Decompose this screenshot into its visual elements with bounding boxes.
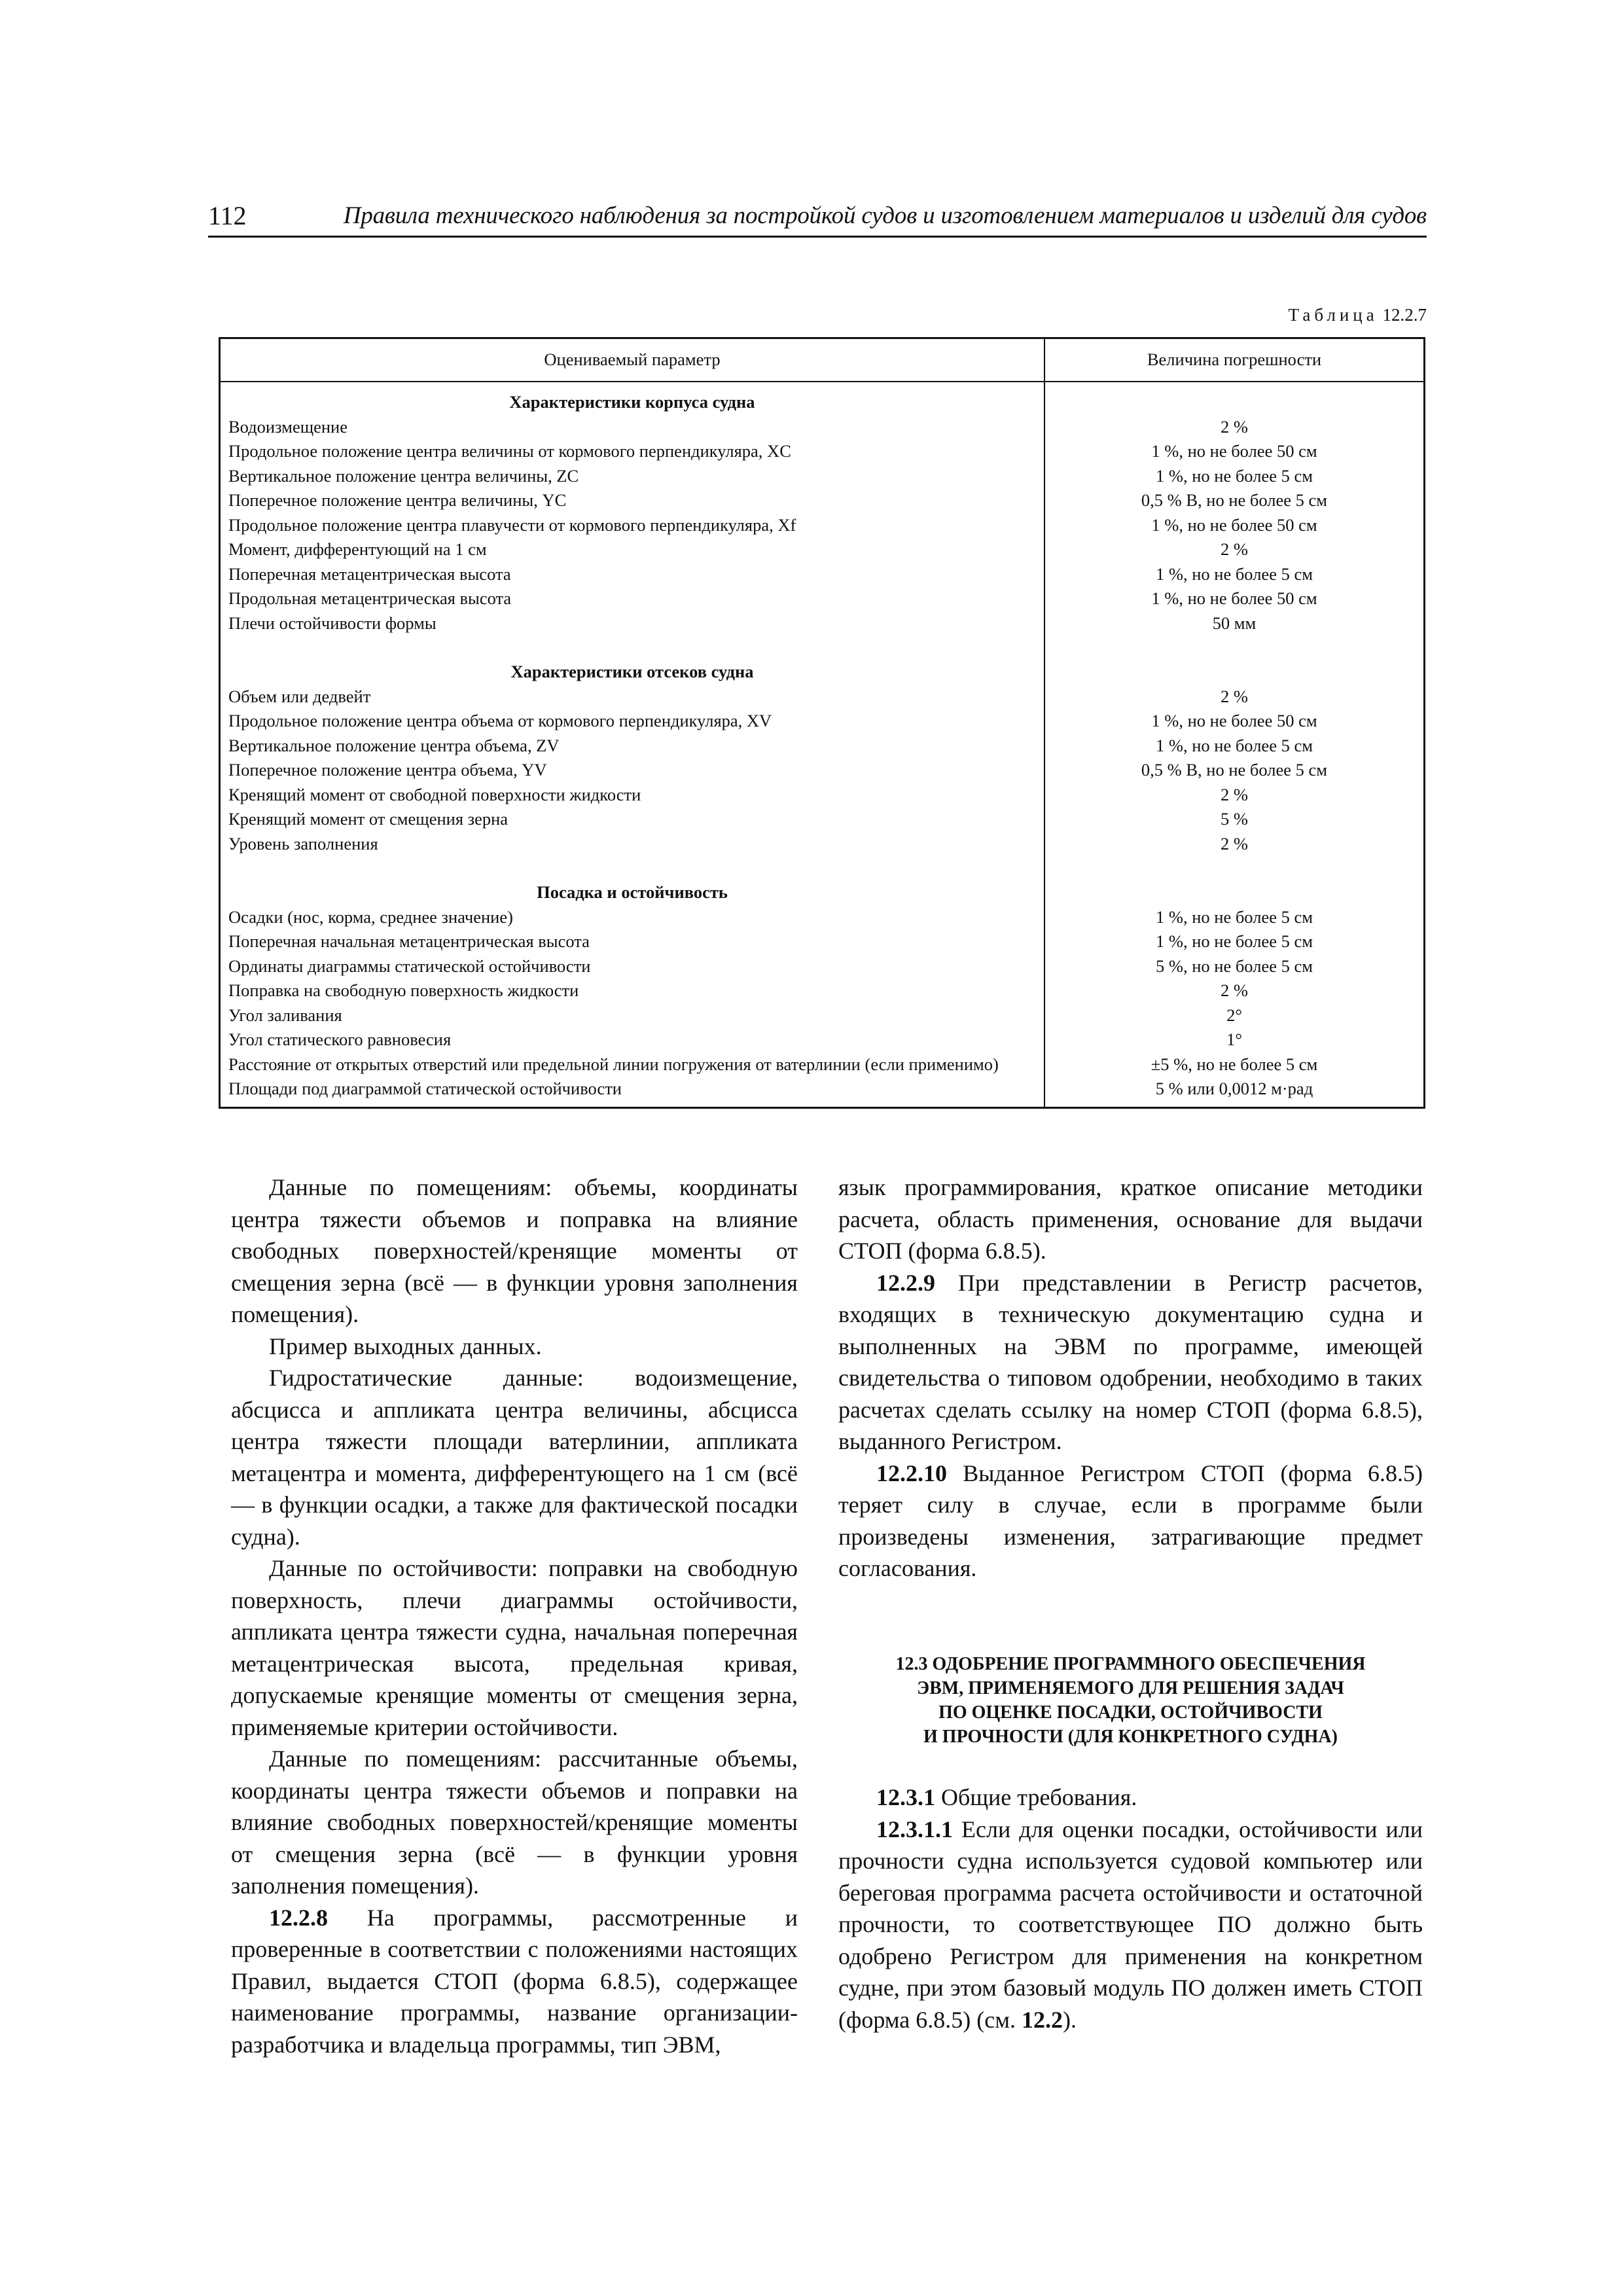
clause-number: 12.2.10 [876, 1460, 947, 1486]
table-caption-word: Таблица [1288, 305, 1378, 325]
table-row: Поперечная метацентрическая высота 1 %, но не более 5 см [220, 562, 1425, 587]
page-number: 112 [208, 201, 247, 230]
paragraph-12-2-8: 12.2.8 На программы, рассмотренные и проверенные в соответствии с положениями настоящих Правил, выдается СТОП (форма 6.8.5), содержащее наименование программы, название организации-разработчика и владельца программы, тип ЭВМ, [231, 1904, 798, 2058]
paragraph: Данные по помещениям: объемы, координаты центра тяжести объемов и поправка на влияние свободных поверхностей/кренящие моменты от смещения зерна (всё — в функции уровня заполнения помещения). [231, 1174, 798, 1327]
paragraph: Пример выходных данных. [269, 1333, 542, 1359]
table-row: Продольное положение центра объема от кормового перпендикуляра, XV 1 %, но не более 50 см [220, 709, 1425, 734]
clause-number: 12.3.1 [876, 1784, 935, 1810]
table-row: Ординаты диаграммы статической остойчивости 5 %, но не более 5 см [220, 954, 1425, 979]
table-row: Угол заливания 2° [220, 1003, 1425, 1028]
table-row: Поперечное положение центра величины, YC 0,5 % B, но не более 5 см [220, 488, 1425, 513]
table-row: Плечи остойчивости формы 50 мм [220, 611, 1425, 636]
paragraph: Данные по остойчивости: поправки на свободную поверхность, плечи диаграммы остойчивости, аппликата центра тяжести судна, начальная поперечная метацентрическая высота, предельная кривая, допускаемые кренящие моменты от смещения зерна, применяемые критерии остойчивости. [231, 1555, 798, 1740]
section-heading-12-3: 12.3 ОДОБРЕНИЕ ПРОГРАММНОГО ОБЕСПЕЧЕНИЯ ЭВМ, ПРИМЕНЯЕМОГО ДЛЯ РЕШЕНИЯ ЗАДАЧ ПО ОЦЕНКЕ ПОСАДКИ, ОСТОЙЧИВОСТИ И ПРОЧНОСТИ (ДЛЯ КОНКРЕТНОГО СУДНА) [895, 1654, 1366, 1747]
table-row: Продольное положение центра величины от кормового перпендикуляра, XC 1 %, но не более 50 см [220, 439, 1425, 464]
accuracy-table [219, 337, 1425, 1109]
column-header-error: Величина погрешности [1044, 338, 1425, 382]
paragraph-12-3-1: 12.3.1 Общие требования. [876, 1784, 1137, 1810]
table-row: Продольная метацентрическая высота 1 %, но не более 50 см [220, 586, 1425, 611]
paragraph: Данные по помещениям: рассчитанные объемы, координаты центра тяжести объемов и поправки на влияние свободных поверхностей/кренящие моменты от смещения зерна (всё — в функции уровня заполнения помещения). [231, 1746, 798, 1899]
table-section-title: Характеристики корпуса судна [220, 390, 1425, 415]
table-row: Расстояние от открытых отверстий или предельной линии погружения от ватерлинии (если применимо) ±5 %, но не более 5 см [220, 1052, 1425, 1077]
table-row: Продольное положение центра плавучести от кормового перпендикуляра, Xf 1 %, но не более 50 см [220, 513, 1425, 538]
table-row: Вертикальное положение центра величины, ZC 1 %, но не более 5 см [220, 464, 1425, 489]
table-row: Момент, дифферентующий на 1 см 2 % [220, 537, 1425, 562]
table-row: Угол статического равновесия 1° [220, 1028, 1425, 1052]
table-row: Объем или дедвейт 2 % [220, 685, 1425, 709]
table-row: Осадки (нос, корма, среднее значение) 1 %, но не более 5 см [220, 905, 1425, 930]
paragraph-12-3-1-1: 12.3.1.1 Если для оценки посадки, остойчивости или прочности судна используется судовой компьютер или береговая программа расчета остойчивости и остаточной прочности, то соответствующее ПО должно быть одобрено Регистром для применения на конкретном судне, при этом базовый модуль ПО должен иметь СТОП (форма 6.8.5) (см. 12.2). [838, 1816, 1423, 2033]
paragraph: язык программирования, краткое описание методики расчета, область применения, основание для выдачи СТОП (форма 6.8.5). [838, 1174, 1423, 1264]
table-row: Поперечное положение центра объема, YV 0,5 % B, но не более 5 см [220, 758, 1425, 783]
page-header [208, 196, 1427, 238]
table-row: Кренящий момент от смещения зерна 5 % [220, 807, 1425, 832]
paragraph-12-2-9: 12.2.9 При представлении в Регистр расчетов, входящих в техническую документацию судна и выполненных на ЭВМ по программе, имеющей свидетельства о типовом одобрении, необходимо в таких расчетах сделать ссылку на номер СТОП (форма 6.8.5), выданного Регистром. [838, 1269, 1423, 1454]
table-row: Вертикальное положение центра объема, ZV 1 %, но не более 5 см [220, 734, 1425, 759]
right-text-column-lower [838, 1782, 1423, 2036]
running-title: Правила технического наблюдения за постройкой судов и изготовлением материалов и изделий для судов [343, 202, 1427, 229]
table-row: Водоизмещение 2 % [220, 415, 1425, 440]
cross-reference: 12.2 [1022, 2006, 1063, 2033]
table-caption [1099, 305, 1427, 325]
table-section-title: Посадка и остойчивость [220, 880, 1425, 905]
column-header-parameter: Оцениваемый параметр [220, 338, 1045, 382]
right-text-column [838, 1172, 1423, 1585]
table-row: Поправка на свободную поверхность жидкости 2 % [220, 978, 1425, 1003]
table-caption-number: 12.2.7 [1382, 305, 1427, 325]
table-row: Уровень заполнения 2 % [220, 832, 1425, 857]
clause-number: 12.3.1.1 [876, 1816, 953, 1842]
table-section-title: Характеристики отсеков судна [220, 660, 1425, 685]
table-header-row [220, 338, 1425, 382]
paragraph: Гидростатические данные: водоизмещение, абсцисса и аппликата центра величины, абсцисса центра тяжести площади ватерлинии, аппликата метацентра и момента, дифферентующего на 1 см (всё — в функции осадки, а также для фактической посадки судна). [231, 1365, 798, 1550]
paragraph-12-2-10: 12.2.10 Выданное Регистром СТОП (форма 6.8.5) теряет силу в случае, если в программе были произведены изменения, затрагивающие предмет согласования. [838, 1460, 1423, 1581]
table-row: Площади под диаграммой статической остойчивости 5 % или 0,0012 м·рад [220, 1077, 1425, 1107]
table-row: Кренящий момент от свободной поверхности жидкости 2 % [220, 783, 1425, 808]
clause-number: 12.2.8 [269, 1904, 328, 1931]
left-text-column [231, 1172, 798, 2060]
table-row: Поперечная начальная метацентрическая высота 1 %, но не более 5 см [220, 929, 1425, 954]
clause-number: 12.2.9 [876, 1269, 935, 1296]
